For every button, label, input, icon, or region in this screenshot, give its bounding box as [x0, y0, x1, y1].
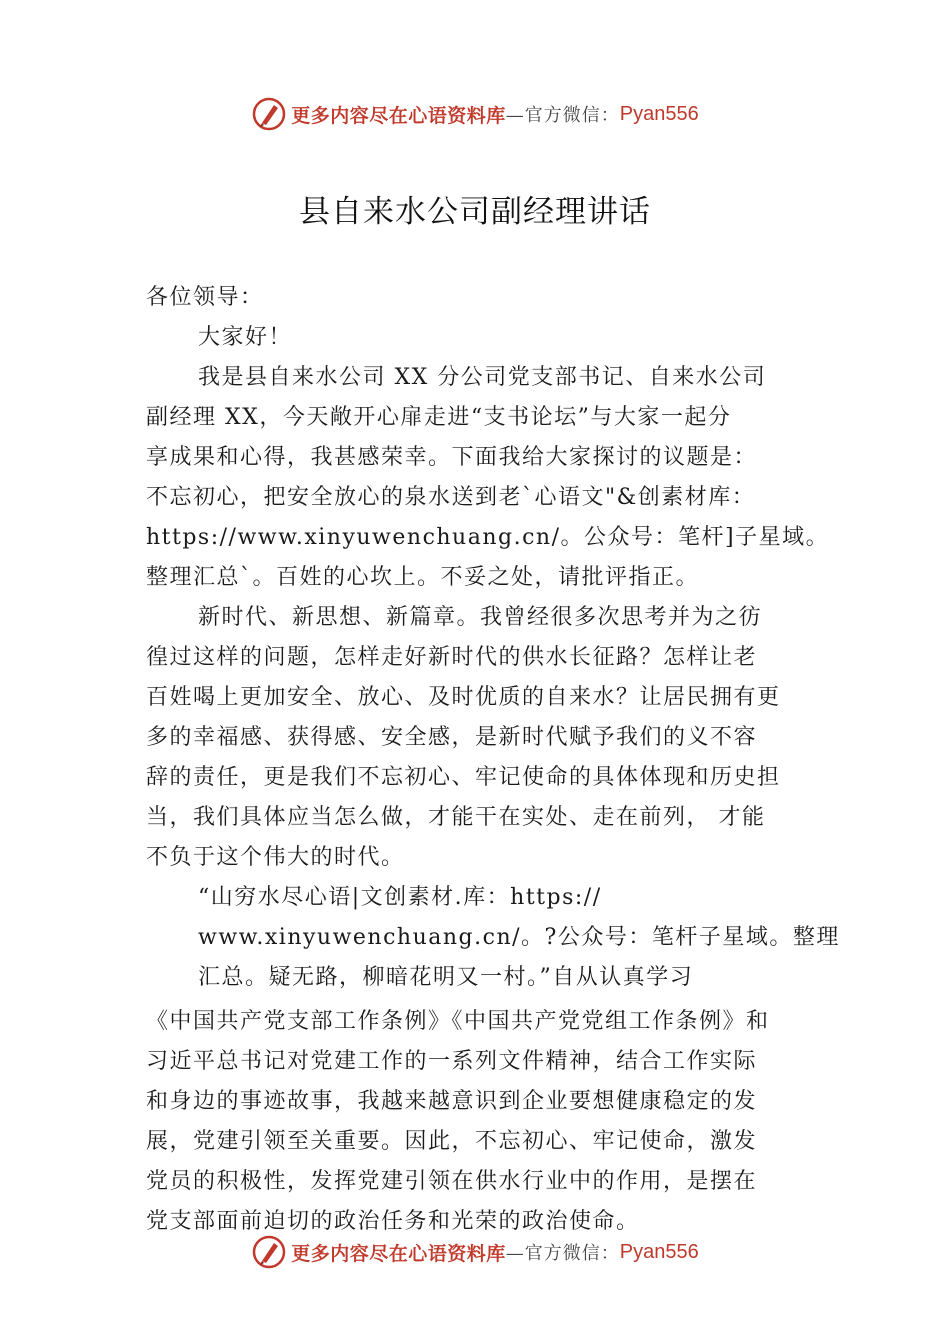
banner-main-text: 更多内容尽在心语资料库	[291, 1242, 506, 1265]
paragraph-line: 党支部面前迫切的政治任务和光荣的政治使命。	[146, 1209, 640, 1234]
document-body	[146, 278, 840, 1242]
paragraph-line: 我是县自来水公司 XX 分公司党支部书记、自来水公司	[198, 365, 767, 390]
paragraph-line: 习近平总书记对党建工作的一系列文件精神，结合工作实际	[146, 1049, 758, 1074]
pen-logo-icon	[251, 96, 287, 132]
pen-logo-icon	[251, 1234, 287, 1270]
footer-banner	[0, 1232, 950, 1272]
paragraph-line: 副经理 XX，今天敞开心扉走进“支书论坛”与大家一起分	[146, 405, 732, 430]
paragraph-line: 不负于这个伟大的时代。	[146, 845, 405, 870]
banner-main-text: 更多内容尽在心语资料库	[291, 104, 506, 127]
banner-wechat-id: Pyan556	[619, 1240, 699, 1263]
quote-line: 汇总。疑无路，柳暗花明又一村。”自从认真学习	[198, 965, 694, 990]
quote-line: “山穷水尽心语|文创素材.库：https://	[198, 885, 602, 910]
paragraph-line: 党员的积极性，发挥党建引领在供水行业中的作用，是摆在	[146, 1169, 758, 1194]
paragraph-line: 整理汇总`。百姓的心坎上。不妥之处，请批评指正。	[146, 565, 700, 590]
quote-line: www.xinyuwenchuang.cn/。?公众号：笔杆子星域。整理	[198, 925, 840, 950]
paragraph-line: 新时代、新思想、新篇章。我曾经很多次思考并为之彷	[198, 605, 763, 630]
paragraph-line: https://www.xinyuwenchuang.cn/。公众号：笔杆]子星域。	[146, 525, 830, 550]
greeting: 大家好！	[198, 325, 293, 350]
paragraph-line: 百姓喝上更加安全、放心、及时优质的自来水？让居民拥有更	[146, 685, 781, 710]
paragraph-line: 和身边的事迹故事，我越来越意识到企业要想健康稳定的发	[146, 1089, 758, 1114]
header-banner	[0, 94, 950, 134]
document-title: 县自来水公司副经理讲话	[299, 194, 651, 230]
paragraph-line: 不忘初心，把安全放心的泉水送到老`心语文"&创素材库：	[146, 485, 756, 510]
paragraph-line: 《中国共产党支部工作条例》《中国共产党党组工作条例》和	[146, 1009, 770, 1034]
paragraph-line: 当，我们具体应当怎么做，才能干在实处、走在前列， 才能	[146, 805, 766, 830]
paragraph-line: 展，党建引领至关重要。因此，不忘初心、牢记使命，激发	[146, 1129, 758, 1154]
paragraph-line: 享成果和心得，我甚感荣幸。下面我给大家探讨的议题是：	[146, 445, 758, 470]
banner-sub-text: —官方微信：	[505, 105, 620, 126]
salutation: 各位领导：	[146, 285, 264, 310]
paragraph-line: 徨过这样的问题，怎样走好新时代的供水长征路？怎样让老	[146, 645, 758, 670]
paragraph-line: 辞的责任，更是我们不忘初心、牢记使命的具体体现和历史担	[146, 765, 781, 790]
banner-wechat-id: Pyan556	[619, 102, 699, 125]
banner-sub-text: —官方微信：	[505, 1243, 620, 1264]
paragraph-line: 多的幸福感、获得感、安全感，是新时代赋予我们的义不容	[146, 725, 758, 750]
